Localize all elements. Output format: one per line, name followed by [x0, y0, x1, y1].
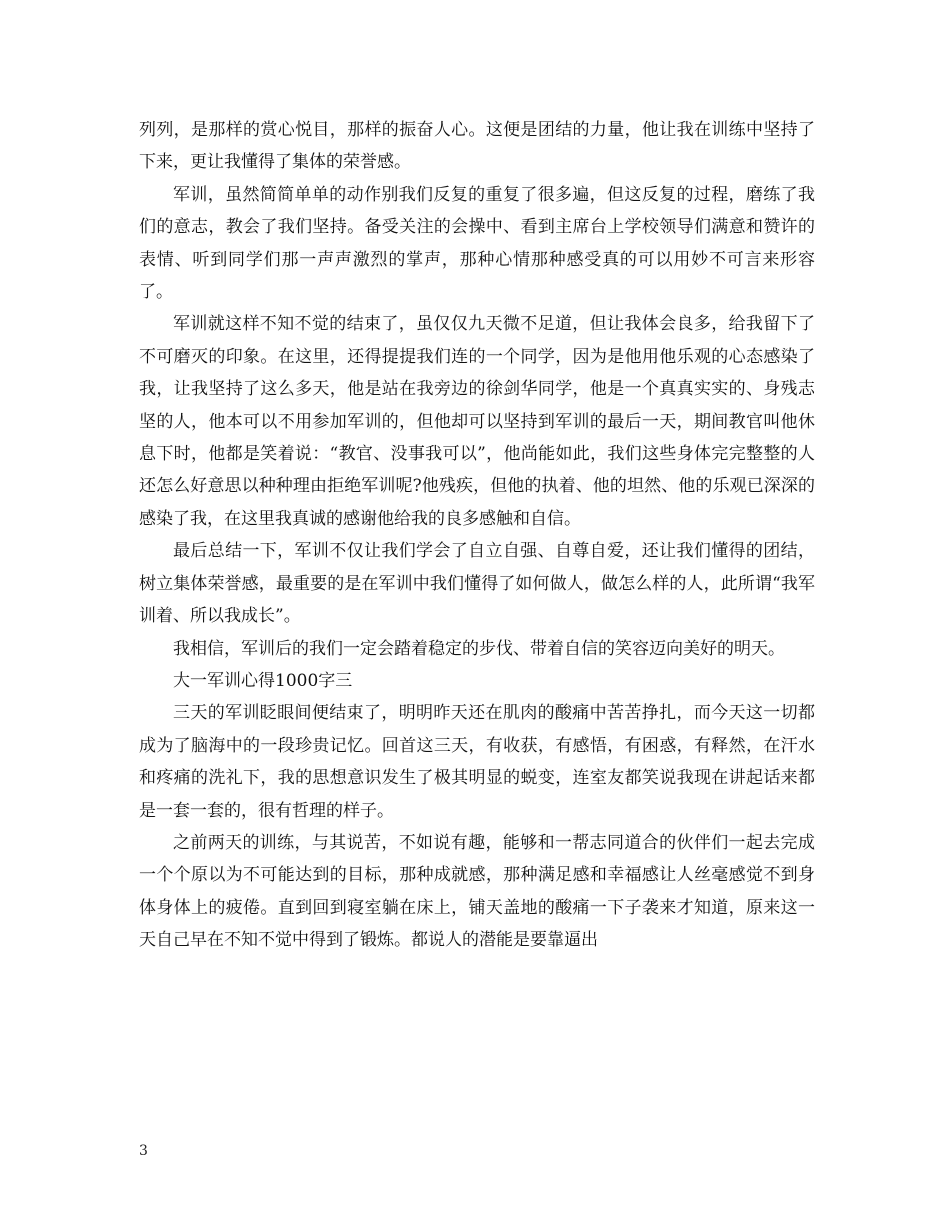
paragraph-2: 军训，虽然简简单单的动作别我们反复的重复了很多遍，但这反复的过程，磨练了我们的意志，教会了我们坚持。备受关注的会操中、看到主席台上学校领导们满意和赞许的表情、听到同学们那一声声激烈的掌声，那种心情那种感受真的可以用妙不可言来形容了。 [139, 184, 815, 303]
body-text [139, 114, 815, 957]
paragraph-6: 三天的军训眨眼间便结束了，明明昨天还在肌肉的酸痛中苦苦挣扎，而今天这一切都成为了脑海中的一段珍贵记忆。回首这三天，有收获，有感悟，有困惑，有释然，在汗水和疼痛的洗礼下，我的思想意识发生了极其明显的蜕变，连室友都笑说我现在讲起话来都是一套一套的，很有哲理的样子。 [139, 703, 815, 821]
paragraph-5: 我相信，军训后的我们一定会踏着稳定的步伐、带着自信的笑容迈向美好的明天。 [173, 638, 785, 659]
page-number: 3 [139, 1143, 148, 1159]
section-heading: 大一军训心得1000字三 [173, 670, 353, 691]
paragraph-7: 之前两天的训练，与其说苦，不如说有趣，能够和一帮志同道合的伙伴们一起去完成一个个原以为不可能达到的目标，那种成就感，那种满足感和幸福感让人丝毫感觉不到身体身体上的疲倦。直到回到寝室躺在床上，铺天盖地的酸痛一下子袭来才知道，原来这一天自己早在不知不觉中得到了锻炼。都说人的潜能是要靠逼出 [139, 832, 815, 951]
paragraph-4: 最后总结一下，军训不仅让我们学会了自立自强、自尊自爱，还让我们懂得的团结，树立集体荣誉感，最重要的是在军训中我们懂得了如何做人，做怎么样的人，此所谓“我军训着、所以我成长”。 [139, 541, 815, 627]
paragraph-3: 军训就这样不知不觉的结束了，虽仅仅九天微不足道，但让我体会良多，给我留下了不可磨灭的印象。在这里，还得提提我们连的一个同学，因为是他用他乐观的心态感染了我，让我坚持了这么多天，他是站在我旁边的徐剑华同学，他是一个真真实实的、身残志坚的人，他本可以不用参加军训的，但他却可以坚持到军训的最后一天，期间教官叫他休息下时，他都是笑着说：“教官、没事我可以”，他尚能如此，我们这些身体完完整整的人还怎么好意思以种种理由拒绝军训呢?他残疾，但他的执着、他的坦然、他的乐观已深深的感染了我，在这里我真诚的感谢他给我的良多感触和自信。 [139, 314, 815, 529]
paragraph-1: 列列，是那样的赏心悦目，那样的振奋人心。这便是团结的力量，他让我在训练中坚持了下来，更让我懂得了集体的荣誉感。 [139, 120, 815, 173]
